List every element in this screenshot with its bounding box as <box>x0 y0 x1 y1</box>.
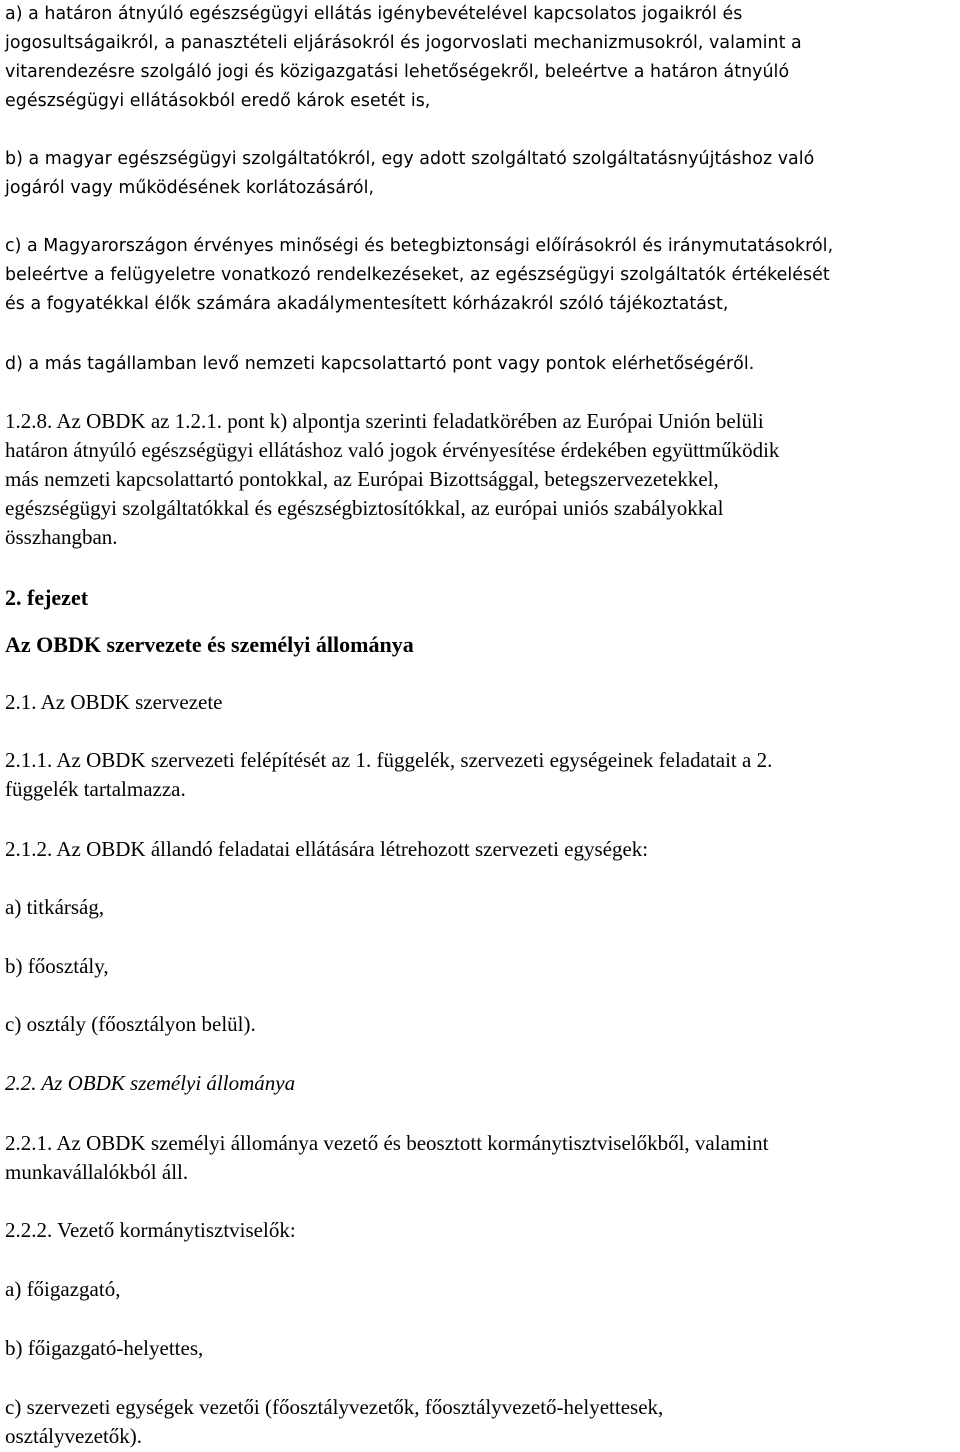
paragraph-c-minosegi <box>5 232 957 319</box>
paragraph-2-2-2 <box>5 1216 957 1245</box>
section-2-2-heading <box>5 1069 957 1098</box>
text-line: a) titkárság, <box>5 895 105 919</box>
text-line: 1.2.8. Az OBDK az 1.2.1. pont k) alpontja szerinti feladatkörében az Európai Unión belüli <box>5 409 764 433</box>
text-line: a) a határon átnyúló egészségügyi ellátás igénybevételével kapcsolatos jogaikról és <box>5 4 743 24</box>
text-line: munkavállalókból áll. <box>5 1160 189 1184</box>
paragraph-2-1-1 <box>5 746 957 804</box>
text-line: a) főigazgató, <box>5 1277 121 1301</box>
list-item-foosztaly <box>5 952 957 981</box>
text-line: határon átnyúló egészségügyi ellátáshoz való jogok érvényesítése érdekében együttműködik <box>5 438 780 462</box>
heading-line: 2. fejezet <box>5 585 89 610</box>
text-line: 2.2. Az OBDK személyi állománya <box>5 1071 296 1095</box>
text-line: 2.2.2. Vezető kormánytisztviselők: <box>5 1218 296 1242</box>
text-line: 2.2.1. Az OBDK személyi állománya vezető és beosztott kormánytisztviselőkből, valamint <box>5 1131 769 1155</box>
text-line: b) főosztály, <box>5 954 109 978</box>
paragraph-2-2-1 <box>5 1129 957 1187</box>
list-item-titkarsag <box>5 893 957 922</box>
paragraph-2-1-2 <box>5 835 957 864</box>
text-line: jogáról vagy működésének korlátozásáról, <box>5 178 375 198</box>
text-line: egészségügyi szolgáltatókkal és egészségbiztosítókkal, az európai uniós szabályokkal <box>5 496 724 520</box>
chapter-title <box>5 630 957 659</box>
text-line: b) a magyar egészségügyi szolgáltatókról, egy adott szolgáltató szolgáltatásnyújtáshoz való <box>5 149 815 169</box>
paragraph-d-kapcsolattarto <box>5 350 957 379</box>
text-line: d) a más tagállamban levő nemzeti kapcsolattartó pont vagy pontok elérhetőségéről. <box>5 354 755 374</box>
chapter-number <box>5 583 957 612</box>
list-item-foigazgato-helyettes <box>5 1334 957 1363</box>
text-line: összhangban. <box>5 525 118 549</box>
text-line: c) szervezeti egységek vezetői (főosztályvezetők, főosztályvezető-helyettesek, <box>5 1395 664 1419</box>
text-line: függelék tartalmazza. <box>5 777 186 801</box>
list-item-vezetoi <box>5 1393 957 1451</box>
text-line: osztályvezetők). <box>5 1424 143 1448</box>
list-item-foigazgato <box>5 1275 957 1304</box>
paragraph-b-szolgaltatok <box>5 145 957 203</box>
text-line: c) osztály (főosztályon belül). <box>5 1012 256 1036</box>
paragraph-1-2-8 <box>5 407 957 552</box>
text-line: vitarendezésre szolgáló jogi és közigazgatási lehetőségekről, beleértve a határon átnyúló <box>5 62 790 82</box>
text-line: 2.1. Az OBDK szervezete <box>5 690 223 714</box>
text-line: 2.1.2. Az OBDK állandó feladatai ellátására létrehozott szervezeti egységek: <box>5 837 649 861</box>
text-line: b) főigazgató-helyettes, <box>5 1336 204 1360</box>
text-line: 2.1.1. Az OBDK szervezeti felépítését az 1. függelék, szervezeti egységeinek feladatait a 2. <box>5 748 773 772</box>
paragraph-a-hataron <box>5 0 957 116</box>
text-line: jogosultságaikról, a panasztételi eljárásokról és jogorvoslati mechanizmusokról, valamint a <box>5 33 802 53</box>
text-line: c) a Magyarországon érvényes minőségi és betegbiztonsági előírásokról és iránymutatásokról, <box>5 236 834 256</box>
list-item-osztaly <box>5 1010 957 1039</box>
section-2-1-heading <box>5 688 957 717</box>
text-line: és a fogyatékkal élők számára akadálymentesített kórházakról szóló tájékoztatást, <box>5 294 729 314</box>
text-line: beleértve a felügyeletre vonatkozó rendelkezéseket, az egészségügyi szolgáltatók értékelését <box>5 265 830 285</box>
text-line: más nemzeti kapcsolattartó pontokkal, az Európai Bizottsággal, betegszervezetekkel, <box>5 467 719 491</box>
text-line: egészségügyi ellátásokból eredő károk esetét is, <box>5 91 431 111</box>
heading-line: Az OBDK szervezete és személyi állománya <box>5 632 414 657</box>
